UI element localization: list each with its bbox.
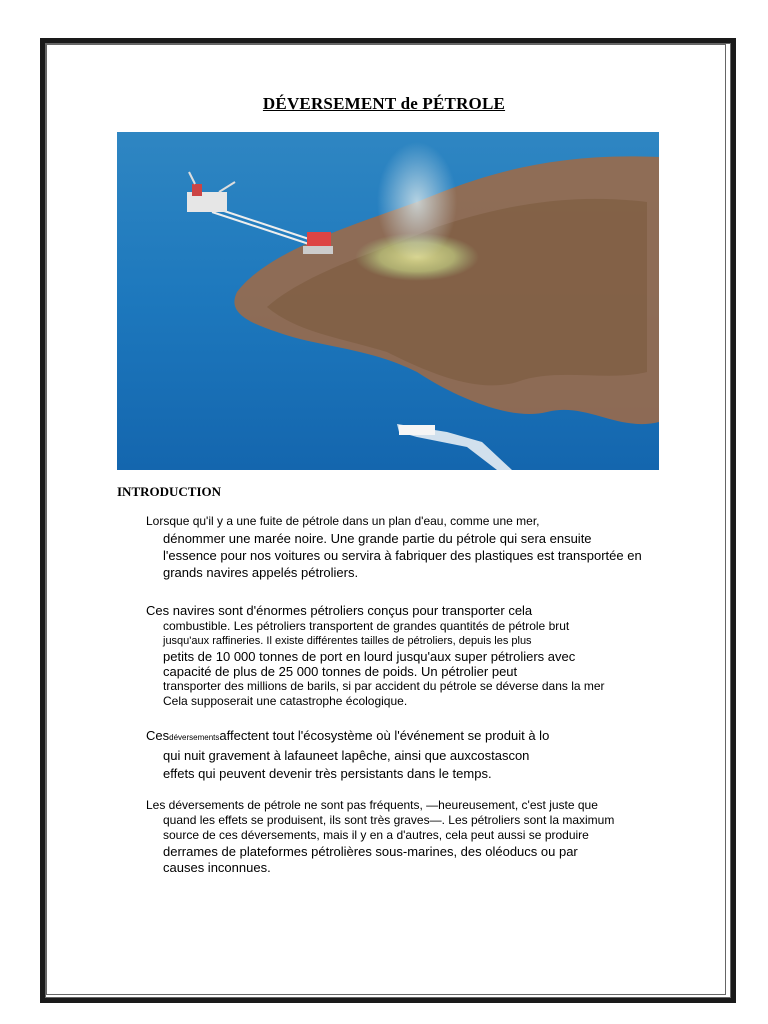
paragraph-line: affectent tout l'écosystème où l'événement se produit à lo: [219, 728, 550, 743]
paragraph-line: capacité de plus de 25 000 tonnes de poids. Un pétrolier peut: [163, 664, 518, 679]
paragraph-line: source de ces déversements, mais il y en a d'autres, cela peut aussi se produire: [163, 828, 589, 842]
paragraph-word-small: déversements: [169, 733, 220, 742]
paragraph-2: [142, 602, 682, 709]
paragraph-line: Les déversements de pétrole ne sont pas fréquents, —heureusement, c'est juste que: [146, 798, 598, 812]
paragraph-line: qui nuit gravement à lafauneet lapêche, ainsi que auxcostascon: [163, 748, 530, 763]
paragraph-line: quand les effets se produisent, ils sont très graves—. Les pétroliers sont la maximum: [163, 813, 615, 827]
paragraph-line: combustible. Les pétroliers transportent de grandes quantités de pétrole brut: [163, 619, 570, 633]
paragraph-line: l'essence pour nos voitures ou servira à fabriquer des plastiques est transportée en: [163, 548, 642, 563]
paragraph-word: Ces: [146, 728, 170, 743]
paragraph-3: [142, 727, 682, 783]
paragraph-line: petits de 10 000 tonnes de port en lourd jusqu'aux super pétroliers avec: [163, 649, 576, 664]
paragraph-line: effets qui peuvent devenir très persistants dans le temps.: [163, 766, 492, 781]
paragraph-line: transporter des millions de barils, si par accident du pétrole se déverse dans la mer: [163, 679, 605, 693]
paragraph-1: [142, 513, 682, 581]
paragraph-line: Lorsque qu'il y a une fuite de pétrole dans un plan d'eau, comme une mer,: [146, 514, 540, 528]
oil-spill-photo: [117, 132, 659, 470]
paragraph-line: causes inconnues.: [163, 860, 271, 875]
paragraph-4: [142, 798, 682, 875]
paragraph-line: dénommer une marée noire. Une grande partie du pétrole qui sera ensuite: [163, 531, 592, 546]
paragraph-line: Ces navires sont d'énormes pétroliers conçus pour transporter cela: [146, 603, 533, 618]
paragraph-line: derrames de plateformes pétrolières sous-marines, des oléoducs ou par: [163, 844, 578, 859]
paragraph-line: grands navires appelés pétroliers.: [163, 565, 359, 580]
section-heading: INTRODUCTION: [117, 484, 222, 499]
paragraph-line: Cela supposerait une catastrophe écologique.: [163, 694, 408, 708]
document-title: DÉVERSEMENT de PÉTROLE: [262, 94, 506, 113]
paragraph-line: jusqu'aux raffineries. Il existe différentes tailles de pétroliers, depuis les plus: [163, 635, 532, 647]
